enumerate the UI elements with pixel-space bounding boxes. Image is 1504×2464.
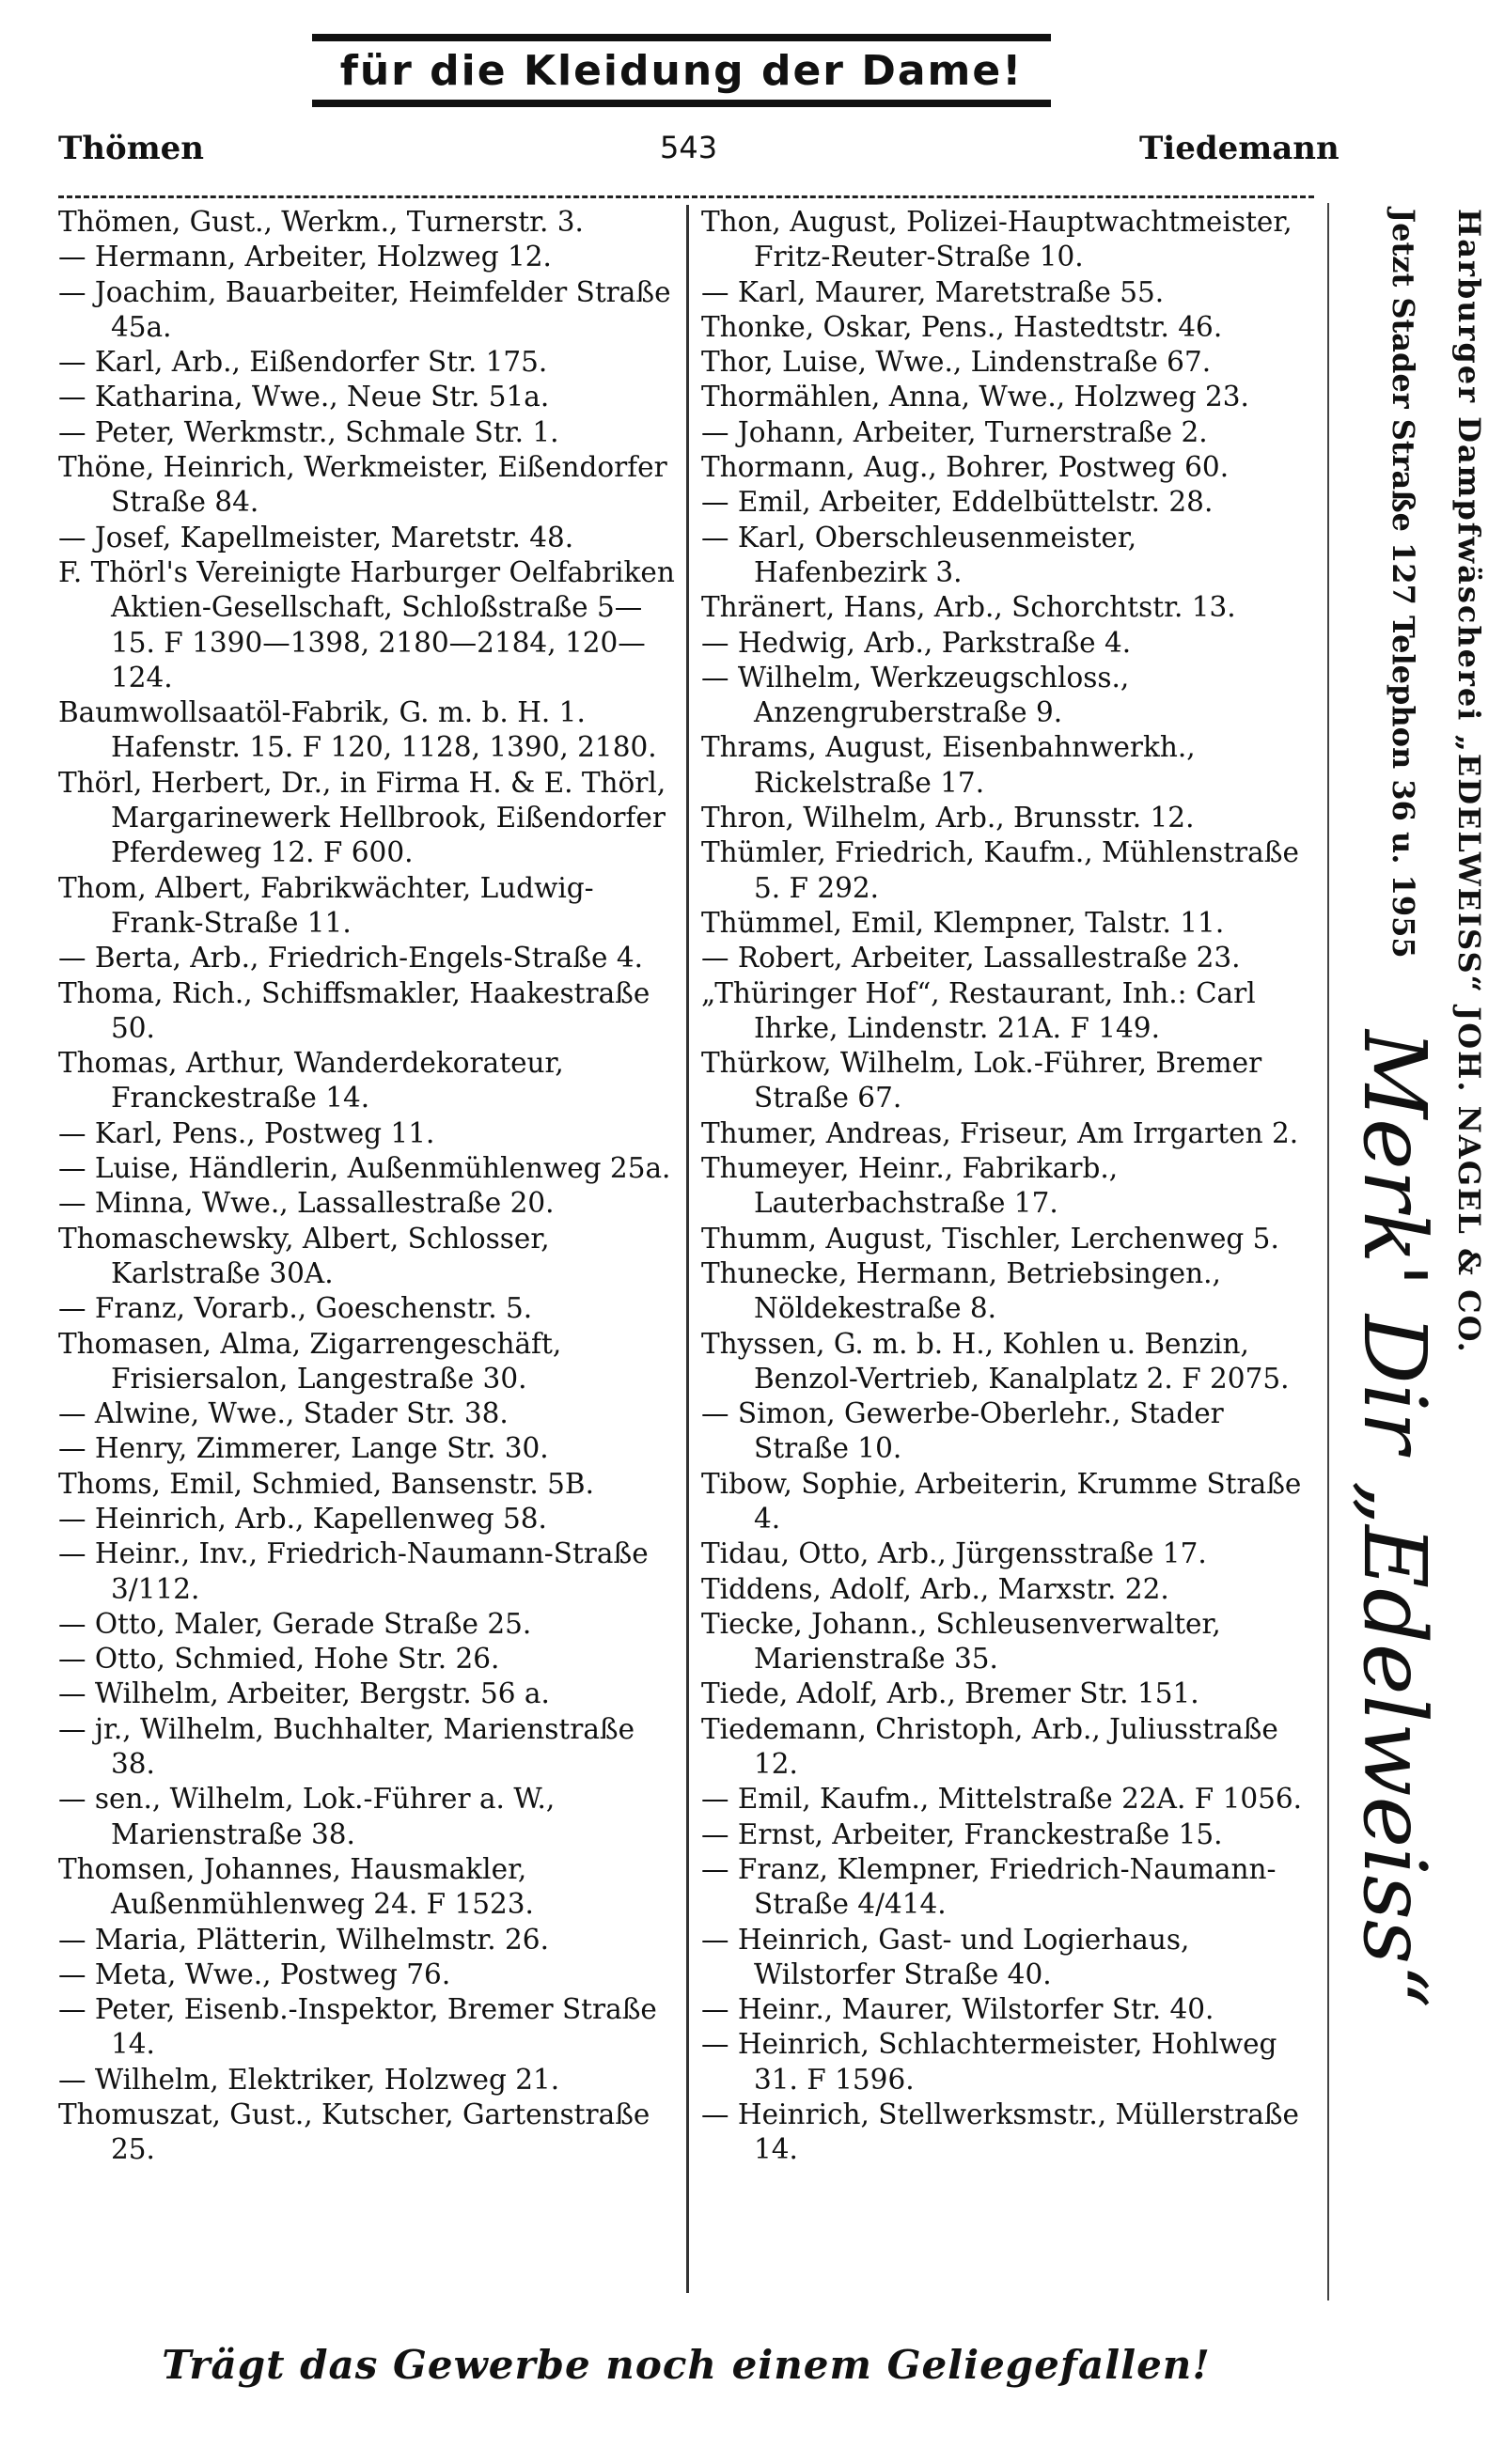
directory-entry: Thormann, Aug., Bohrer, Postweg 60. [701,451,1230,484]
directory-entry: — Josef, Kapellmeister, Maretstr. 48. [58,521,574,554]
directory-entry: — Hermann, Arbeiter, Holzweg 12. [58,241,552,273]
side-advertisement [1327,203,1502,2300]
directory-entry: Thrams, August, Eisenbahnwerkh., Rickelstraße 17. [701,731,1196,799]
directory-entry: Thomsen, Johannes, Hausmakler, Außenmühlenweg 24. F 1523. [58,1852,534,1921]
footer-slogan: Trägt das Gewerbe noch einem Geliegefallen! [162,2342,1211,2388]
directory-entry: Thomasen, Alma, Zigarrengeschäft, Frisiersalon, Langestraße 30. [58,1327,562,1395]
directory-entry: — Luise, Händlerin, Außenmühlenweg 25a. [58,1152,671,1185]
directory-entry: Thormählen, Anna, Wwe., Holzweg 23. [701,381,1249,413]
directory-entry: Thron, Wilhelm, Arb., Brunsstr. 12. [701,802,1195,834]
directory-entry: — Wilhelm, Elektriker, Holzweg 21. [58,2063,560,2096]
directory-entry: Baumwollsaatöl-Fabrik, G. m. b. H. 1. Hafenstr. 15. F 120, 1128, 1390, 2180. [58,696,657,764]
directory-entry: Thumeyer, Heinr., Fabrikarb., Lauterbachstraße 17. [701,1152,1119,1220]
directory-entry: Thomas, Arthur, Wanderdekorateur, Franckestraße 14. [58,1047,564,1115]
directory-entry: Thränert, Hans, Arb., Schorchtstr. 13. [701,591,1236,624]
banner-text: für die Kleidung der Dame! [339,46,1024,95]
directory-entry: — Wilhelm, Werkzeugschloss., Anzengruberstraße 9. [701,661,1130,729]
directory-entry: Tiecke, Johann., Schleusenverwalter, Marienstraße 35. [701,1607,1221,1676]
page-number: 543 [660,130,718,165]
directory-entry: Thyssen, G. m. b. H., Kohlen u. Benzin, Benzol-Vertrieb, Kanalplatz 2. F 2075. [701,1327,1290,1395]
directory-entry: — Otto, Schmied, Hohe Str. 26. [58,1643,500,1676]
directory-entry: Thöne, Heinrich, Werkmeister, Eißendorfer Straße 84. [58,451,667,519]
directory-entry: — Henry, Zimmerer, Lange Str. 30. [58,1432,549,1465]
top-banner [312,34,1051,107]
directory-entry: Thor, Luise, Wwe., Lindenstraße 67. [701,346,1212,379]
directory-entry: — Karl, Oberschleusenmeister, Hafenbezirk 3. [701,521,1137,588]
directory-entry: — Karl, Maurer, Maretstraße 55. [701,275,1165,308]
directory-entry: — Peter, Werkmstr., Schmale Str. 1. [58,415,559,448]
directory-entry: — Otto, Maler, Gerade Straße 25. [58,1607,532,1640]
directory-entry: Thunecke, Hermann, Betriebsingen., Nöldekestraße 8. [701,1256,1221,1325]
directory-entry: — Heinr., Maurer, Wilstorfer Str. 40. [701,1993,1214,2026]
directory-entry: — Minna, Wwe., Lassallestraße 20. [58,1187,555,1220]
directory-entry: — Robert, Arbeiter, Lassallestraße 23. [701,942,1241,975]
directory-entry: Tibow, Sophie, Arbeiterin, Krumme Straße 4. [701,1467,1302,1535]
directory-entry: — Heinrich, Gast- und Logierhaus, Wilstorfer Straße 40. [701,1923,1190,1990]
directory-entry: Thumer, Andreas, Friseur, Am Irrgarten 2. [701,1116,1299,1149]
directory-entry: Thörl, Herbert, Dr., in Firma H. & E. Thörl, Margarinewerk Hellbrook, Eißendorfer Pferdeweg 12. F 600. [58,766,666,869]
ad-company-line: Harburger Dampfwäscherei „EDELWEISS“ JOH. NAGEL & CO. [1450,209,1487,1354]
header-first-entry: Thömen [58,130,205,167]
directory-entry: — Heinrich, Schlachtermeister, Hohlweg 31. F 1596. [701,2028,1277,2096]
directory-entry: — Heinrich, Arb., Kapellenweg 58. [58,1502,547,1535]
directory-entry: — Heinr., Inv., Friedrich-Naumann-Straße 3/112. [58,1537,649,1605]
directory-entry: F. Thörl's Vereinigte Harburger Oelfabriken Aktien-Gesellschaft, Schloßstraße 5—15. F 1390—1398, 2180—2184, 120—124. [58,555,675,694]
directory-entry: Tiede, Adolf, Arb., Bremer Str. 151. [701,1677,1199,1710]
directory-entry: — Heinrich, Stellwerksmstr., Müllerstraße 14. [701,2098,1299,2166]
directory-entry: — Franz, Vorarb., Goeschenstr. 5. [58,1292,533,1325]
directory-entry: — Wilhelm, Arbeiter, Bergstr. 56 a. [58,1677,550,1710]
directory-entry: — Emil, Kaufm., Mittelstraße 22A. F 1056. [701,1783,1303,1816]
ad-slogan: Merk' Dir „Edelweiss“ [1344,1030,1446,2008]
directory-entry: Tiddens, Adolf, Arb., Marxstr. 22. [701,1572,1169,1605]
directory-entry: — sen., Wilhelm, Lok.-Führer a. W., Marienstraße 38. [58,1783,556,1850]
directory-entry: Thom, Albert, Fabrikwächter, Ludwig-Frank-Straße 11. [58,871,594,939]
directory-entry: Thonke, Oskar, Pens., Hastedtstr. 46. [701,310,1223,343]
directory-entry: — Maria, Plätterin, Wilhelmstr. 26. [58,1923,549,1956]
directory-entry: Thumm, August, Tischler, Lerchenweg 5. [701,1222,1279,1255]
directory-entry: „Thüringer Hof“, Restaurant, Inh.: Carl Ihrke, Lindenstr. 21A. F 149. [701,976,1256,1044]
directory-entry: — Joachim, Bauarbeiter, Heimfelder Straße 45a. [58,275,671,343]
directory-entry: — Karl, Pens., Postweg 11. [58,1116,435,1149]
ad-address-line: Jetzt Stader Straße 127 Telephon 36 u. 1955 [1385,209,1421,959]
directory-column-right [701,205,1318,2168]
directory-entry: Thoms, Emil, Schmied, Bansenstr. 5B. [58,1467,594,1500]
directory-entry: Thümmel, Emil, Klempner, Talstr. 11. [701,906,1225,939]
directory-entry: — Ernst, Arbeiter, Franckestraße 15. [701,1817,1223,1850]
directory-entry: Thomuszat, Gust., Kutscher, Gartenstraße 25. [58,2098,650,2166]
directory-entry: — Meta, Wwe., Postweg 76. [58,1957,451,1990]
directory-entry: Thömen, Gust., Werkm., Turnerstr. 3. [58,206,584,238]
directory-entry: — Berta, Arb., Friedrich-Engels-Straße 4. [58,942,643,975]
directory-entry: — Karl, Arb., Eißendorfer Str. 175. [58,346,548,379]
directory-entry: — Alwine, Wwe., Stader Str. 38. [58,1397,509,1430]
directory-entry: — jr., Wilhelm, Buchhalter, Marienstraße 38. [58,1712,635,1781]
directory-entry: — Emil, Arbeiter, Eddelbüttelstr. 28. [701,486,1214,519]
header-last-entry: Tiedemann [1139,130,1340,167]
column-divider [686,205,689,2293]
directory-entry: — Franz, Klempner, Friedrich-Naumann-Straße 4/414. [701,1852,1277,1921]
directory-entry: Thürkow, Wilhelm, Lok.-Führer, Bremer Straße 67. [701,1047,1262,1115]
directory-entry: Tidau, Otto, Arb., Jürgensstraße 17. [701,1537,1207,1570]
header-rule [58,195,1314,198]
directory-entry: Thon, August, Polizei-Hauptwachtmeister, Fritz-Reuter-Straße 10. [701,206,1292,273]
directory-entry: Tiedemann, Christoph, Arb., Juliusstraße 12. [701,1712,1278,1781]
directory-entry: — Hedwig, Arb., Parkstraße 4. [701,626,1132,659]
directory-entry: Thomaschewsky, Albert, Schlosser, Karlstraße 30A. [58,1222,550,1289]
directory-entry: Thümler, Friedrich, Kaufm., Mühlenstraße 5. F 292. [701,836,1299,904]
directory-entry: — Peter, Eisenb.-Inspektor, Bremer Straße 14. [58,1993,657,2061]
directory-entry: — Johann, Arbeiter, Turnerstraße 2. [701,415,1208,448]
directory-entry: Thoma, Rich., Schiffsmakler, Haakestraße 50. [58,976,650,1044]
directory-entry: — Simon, Gewerbe-Oberlehr., Stader Straße 10. [701,1397,1224,1465]
directory-entry: — Katharina, Wwe., Neue Str. 51a. [58,381,550,413]
directory-column-left [58,205,679,2168]
